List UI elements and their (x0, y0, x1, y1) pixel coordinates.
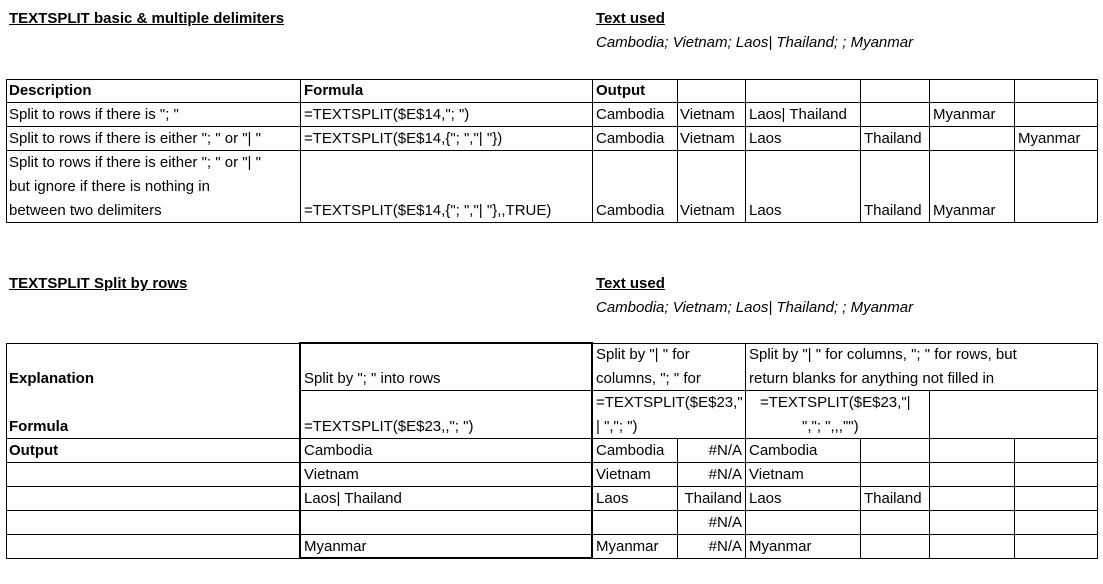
table1-header-formula: Formula (304, 82, 364, 99)
table2-cold-value3: Laos (749, 490, 782, 507)
table2-colc-explanation-line1: Split by "| " for (596, 346, 690, 363)
table2-cold2-value3: Thailand (864, 490, 922, 507)
table1-header-output: Output (596, 82, 646, 99)
table1-row3-output1: Cambodia (596, 202, 665, 219)
section2-text-used-label: Text used (596, 275, 665, 292)
table1-row2-description: Split to rows if there is either "; " or "| " (9, 130, 261, 147)
table1-row3-output4: Thailand (864, 202, 922, 219)
table1-row1-formula: =TEXTSPLIT($E$14,"; ") (304, 106, 470, 123)
table1-row3-formula: =TEXTSPLIT($E$14,{"; ","| "},,TRUE) (304, 202, 552, 219)
table1-row1-output3: Laos| Thailand (749, 106, 847, 123)
table1-row2-output3: Laos (749, 130, 782, 147)
table2-colc2-value2: #N/A (708, 466, 742, 483)
table2-colc-value2: Vietnam (596, 466, 651, 483)
table1-row2-output6: Myanmar (1018, 130, 1081, 147)
table1-row3-output2: Vietnam (680, 202, 735, 219)
section2-heading: TEXTSPLIT Split by rows (9, 275, 188, 292)
table2-colc2-value3: Thailand (684, 490, 742, 507)
table2-label-formula: Formula (9, 418, 69, 435)
table1-row3-description-line3: between two delimiters (9, 202, 162, 219)
table1-row3-description-line2: but ignore if there is nothing in (9, 178, 210, 195)
table2-colb-value5: Myanmar (304, 538, 367, 555)
table2-cold-formula-line2: ","; ",,,"") (802, 418, 859, 435)
table1-row2-output2: Vietnam (680, 130, 735, 147)
table1-row2-output1: Cambodia (596, 130, 665, 147)
table2-colc-value3: Laos (596, 490, 629, 507)
table2-label-explanation: Explanation (9, 370, 95, 387)
table1-row3-output3: Laos (749, 202, 782, 219)
table2-label-output: Output (9, 442, 59, 459)
table1-row1-output2: Vietnam (680, 106, 735, 123)
table1-row1-output1: Cambodia (596, 106, 665, 123)
section1-text-used-label: Text used (596, 10, 665, 27)
table2-colb-explanation: Split by "; " into rows (304, 370, 441, 387)
table1-row3-description-line1: Split to rows if there is either "; " or "| " (9, 154, 261, 171)
table2-colc-value1: Cambodia (596, 442, 665, 459)
table2-colc-formula-line2: | ","; ") (596, 418, 638, 435)
table2-cold-explanation-line1: Split by "| " for columns, "; " for rows, but (749, 346, 1017, 363)
table2-colc2-value5: #N/A (708, 538, 742, 555)
section1-text-used-value: Cambodia; Vietnam; Laos| Thailand; ; Myanmar (596, 34, 914, 51)
table1-row2-output4: Thailand (864, 130, 922, 147)
table2-colc2-value1: #N/A (708, 442, 742, 459)
table2-cold-value2: Vietnam (749, 466, 804, 483)
table2-cold-value5: Myanmar (749, 538, 812, 555)
table1-row1-description: Split to rows if there is "; " (9, 106, 179, 123)
section1-heading: TEXTSPLIT basic & multiple delimiters (9, 10, 285, 27)
table2-colb-formula: =TEXTSPLIT($E$23,,"; ") (304, 418, 474, 435)
table2-colb-value1: Cambodia (304, 442, 373, 459)
table2-colb-value3: Laos| Thailand (304, 490, 402, 507)
table2-cold-formula-line1: =TEXTSPLIT($E$23,"| (760, 394, 911, 411)
table2-cold-explanation-line2: return blanks for anything not filled in (749, 370, 995, 387)
table2-colc-explanation-line2: columns, "; " for (596, 370, 701, 387)
table1-row3-output5: Myanmar (933, 202, 996, 219)
section2-text-used-value: Cambodia; Vietnam; Laos| Thailand; ; Myanmar (596, 299, 914, 316)
table2-cold-value1: Cambodia (749, 442, 818, 459)
table1-header-description: Description (9, 82, 92, 99)
table2-colc2-value4: #N/A (708, 514, 742, 531)
table2-colb-value2: Vietnam (304, 466, 359, 483)
table1-row1-output5: Myanmar (933, 106, 996, 123)
table1-row2-formula: =TEXTSPLIT($E$14,{"; ","| "}) (304, 130, 503, 147)
table2-colc-formula-line1: =TEXTSPLIT($E$23," (596, 394, 743, 411)
table2-colc-value5: Myanmar (596, 538, 659, 555)
